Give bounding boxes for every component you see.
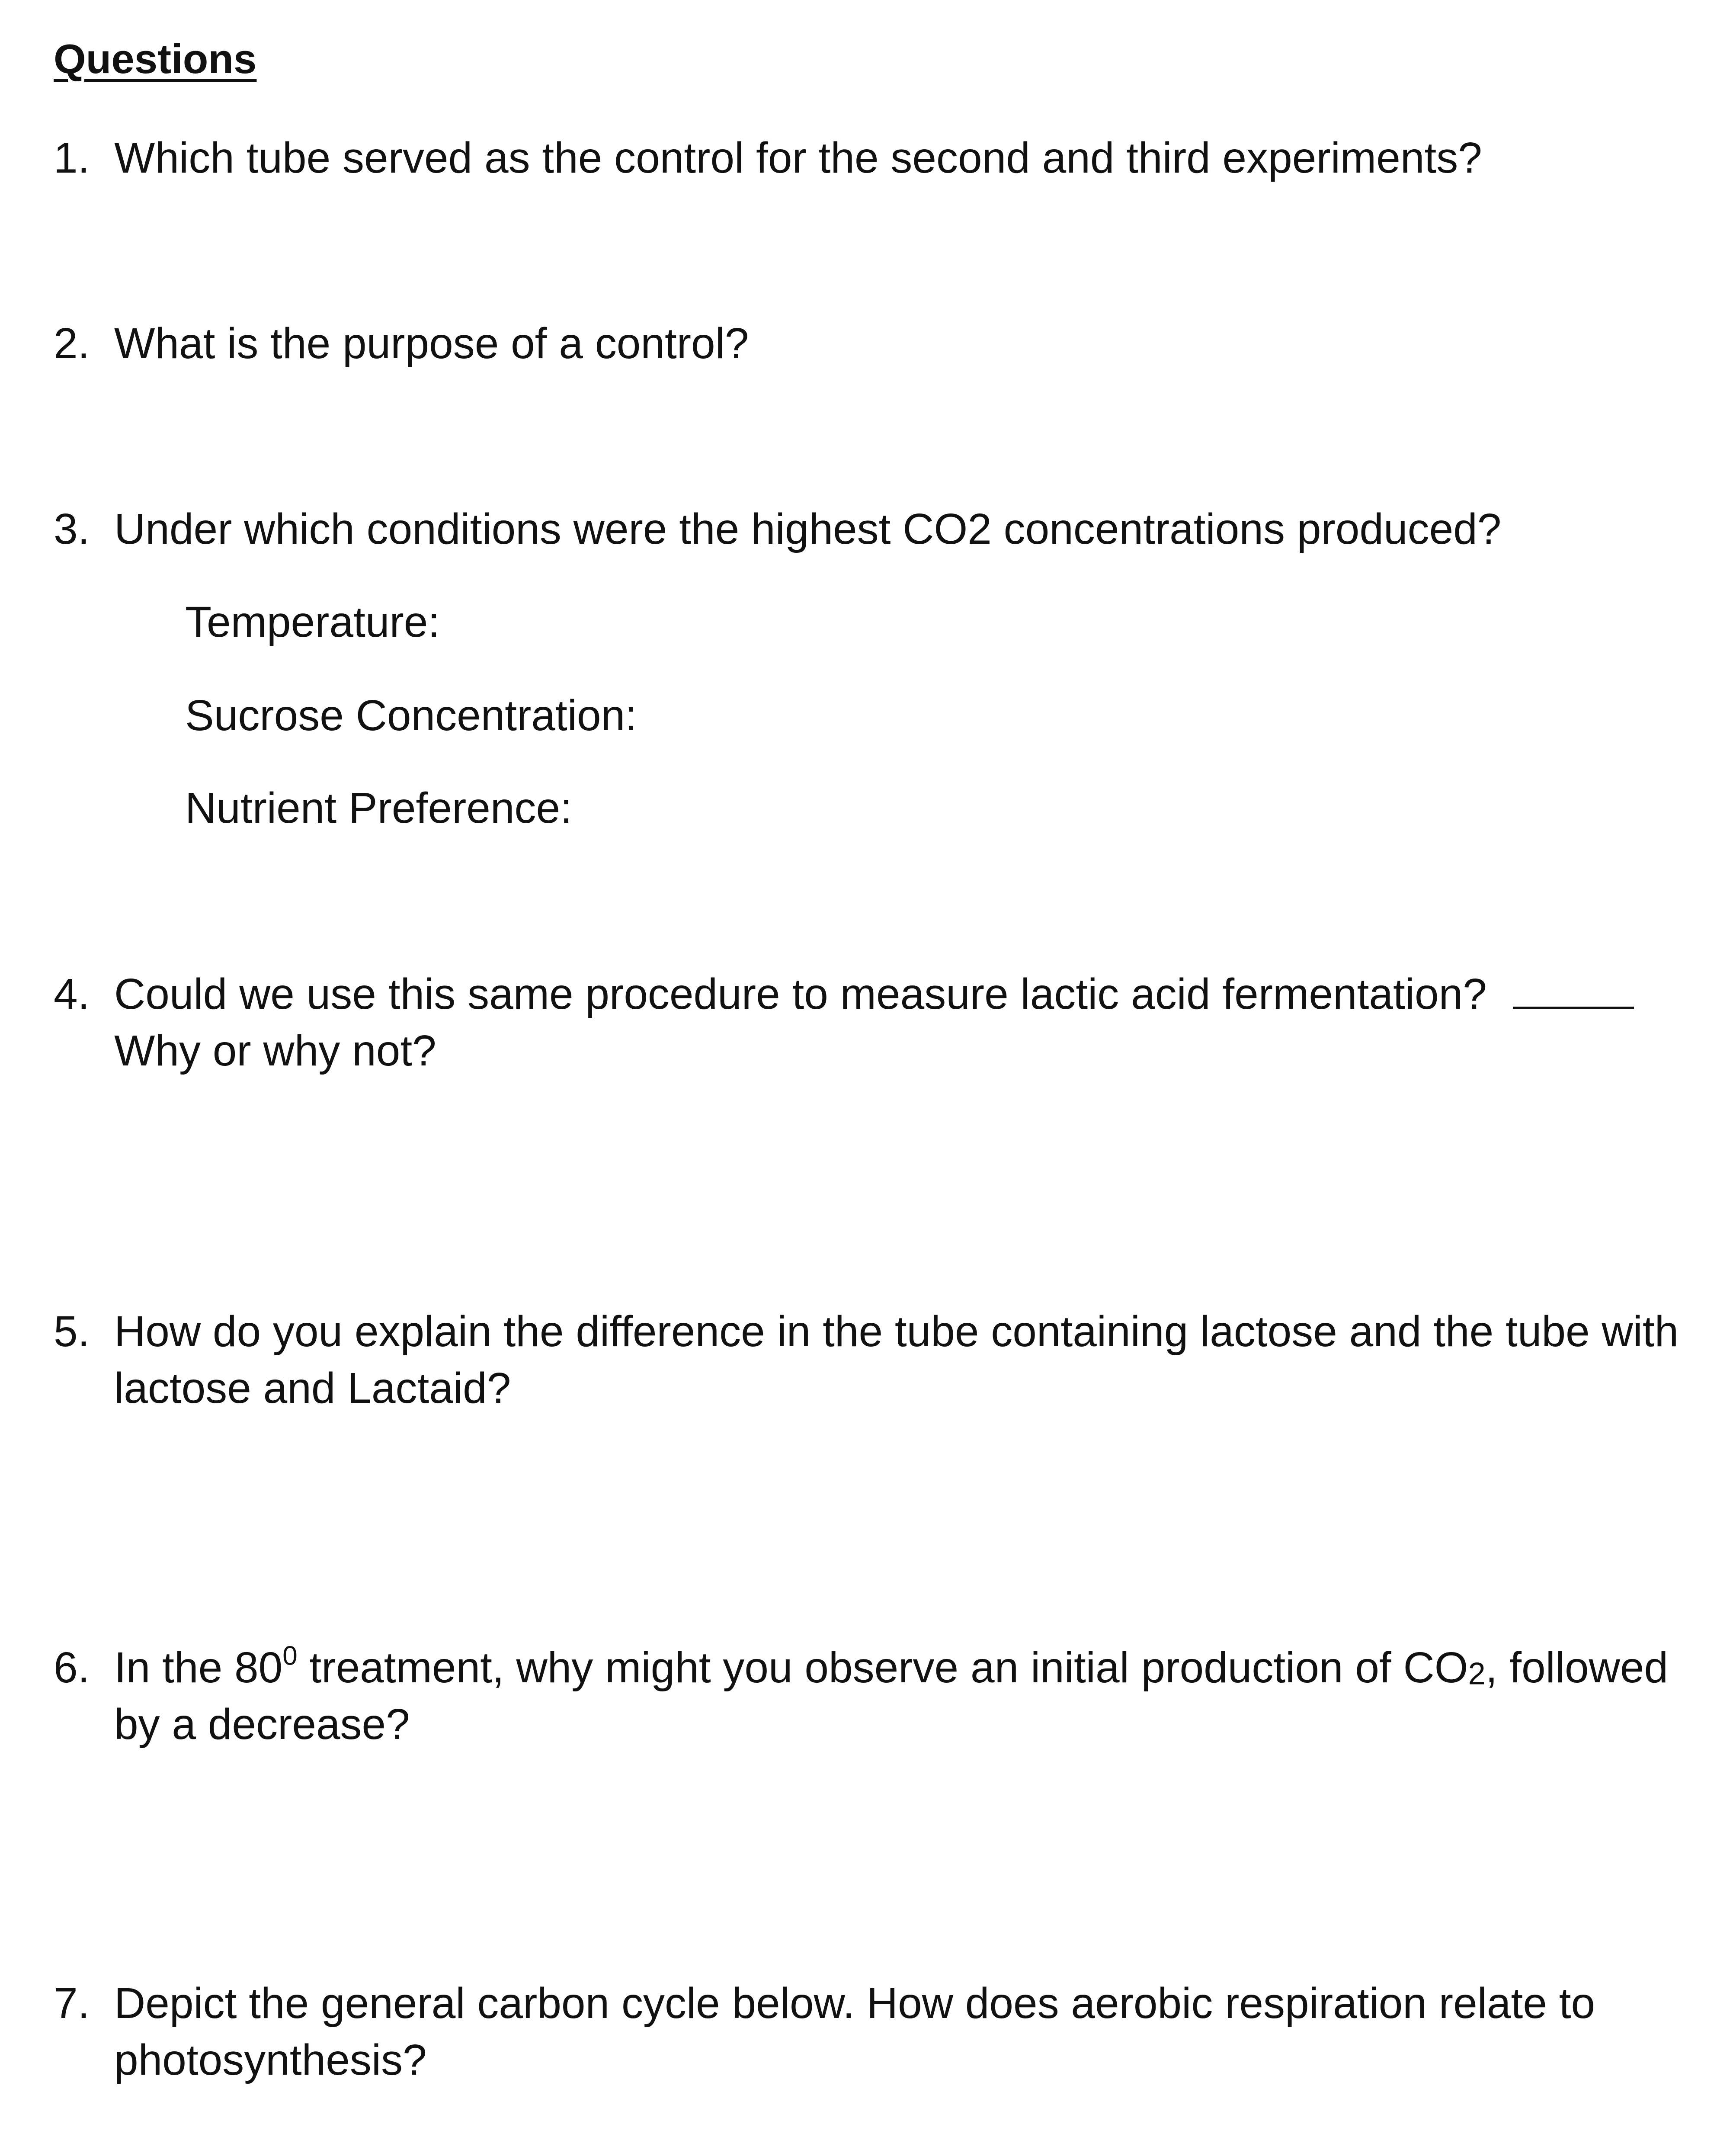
question-text-line-2: by a decrease? — [114, 1700, 410, 1749]
question-number: 3. — [54, 505, 90, 553]
questions-heading: Questions — [54, 36, 257, 82]
question-number: 5. — [54, 1307, 90, 1356]
co2-subscript: 2 — [1468, 1656, 1486, 1691]
question-text: Under which conditions were the highest CO2 concentrations produced? — [114, 505, 1502, 553]
question-text: Depict the general carbon cycle below. How does aerobic respiration relate to — [114, 1979, 1595, 2028]
question-text: Could we use this same procedure to measure lactic acid fermentation? — [114, 970, 1487, 1018]
prompt-temperature: Temperature: — [185, 598, 440, 646]
question-text-line-2: lactose and Lactaid? — [114, 1364, 511, 1412]
question-text: Which tube served as the control for the second and third experiments? — [114, 134, 1482, 182]
question-number: 6. — [54, 1643, 90, 1692]
question-text: How do you explain the difference in the tube containing lactose and the tube with — [114, 1307, 1679, 1356]
prompt-nutrient-preference: Nutrient Preference: — [185, 784, 572, 832]
text-segment: , followed — [1485, 1643, 1669, 1692]
question-number: 7. — [54, 1979, 90, 2028]
question-number: 2. — [54, 319, 90, 368]
degree-superscript: 0 — [282, 1641, 298, 1671]
question-number: 1. — [54, 134, 90, 182]
text-segment: treatment, why might you observe an initial production of CO — [297, 1643, 1468, 1692]
question-number: 4. — [54, 970, 90, 1018]
question-text: What is the purpose of a control? — [114, 319, 749, 368]
question-text — [114, 1639, 1668, 1696]
prompt-sucrose-concentration: Sucrose Concentration: — [185, 691, 637, 740]
question-text-line-2: Why or why not? — [114, 1027, 436, 1075]
answer-blank — [1513, 972, 1634, 1009]
question-text-line-2: photosynthesis? — [114, 2036, 427, 2084]
text-segment: In the 80 — [114, 1643, 283, 1692]
